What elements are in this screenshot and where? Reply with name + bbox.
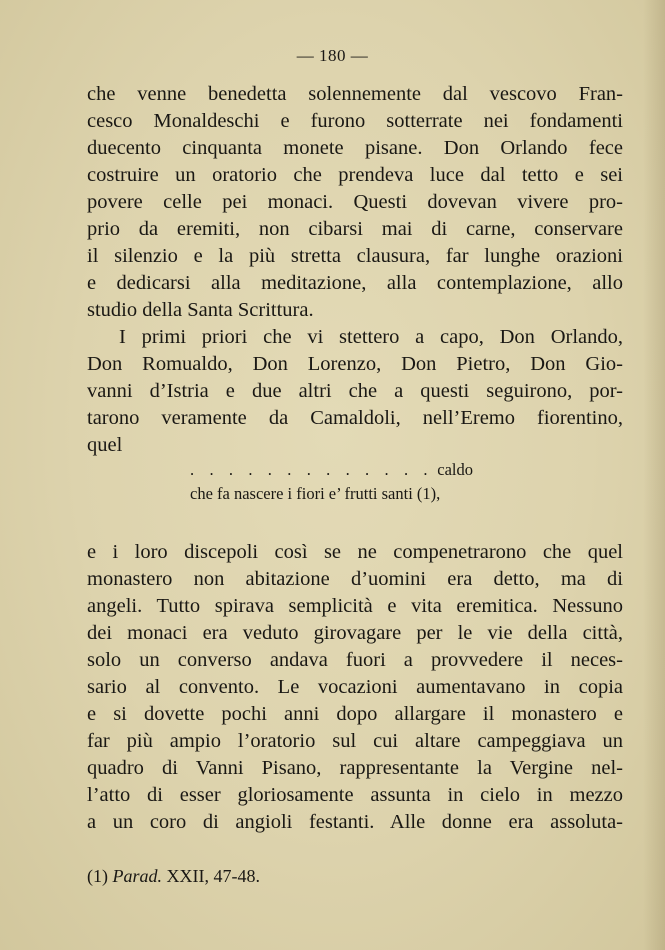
page-edge-shadow xyxy=(643,0,665,950)
text-line: sario al convento. Le vocazioni aumentavano in copia xyxy=(87,676,623,698)
text-line: tarono veramente da Camaldoli, nell’Eremo fiorentino, xyxy=(87,407,623,429)
text-line: angeli. Tutto spirava semplicità e vita eremitica. Nessuno xyxy=(87,595,623,617)
text-line: e i loro discepoli così se ne compenetrarono che quel xyxy=(87,541,623,563)
text-line: e dedicarsi alla meditazione, alla contemplazione, allo xyxy=(87,272,623,294)
text-line: a un coro di angioli festanti. Alle donne era assoluta- xyxy=(87,811,623,833)
page-number: — 180 — xyxy=(296,46,369,65)
text-line: povere celle pei monaci. Questi dovevan vivere pro- xyxy=(87,191,623,213)
verse-line-1 xyxy=(190,458,510,482)
text-line: l’atto di esser gloriosamente assunta in cielo in mezzo xyxy=(87,784,623,806)
text-line: monastero non abitazione d’uomini era detto, ma di xyxy=(87,568,623,590)
ellipsis-dots: . . . . . . . . . . . . . xyxy=(190,460,434,479)
text-line: studio della Santa Scrittura. xyxy=(87,299,314,321)
text-line: quel xyxy=(87,434,123,456)
paragraph-1 xyxy=(87,81,623,324)
footnote-marker: (1) xyxy=(87,866,108,886)
verse-word: caldo xyxy=(437,460,473,479)
text-line: solo un converso andava fuori a provvedere il neces- xyxy=(87,649,623,671)
text-line: far più ampio l’oratorio sul cui altare campeggiava un xyxy=(87,730,623,752)
paragraph-3 xyxy=(87,539,623,836)
footnote-reference: XXII, 47-48. xyxy=(166,866,260,886)
text-line: e si dovette pochi anni dopo allargare il monastero e xyxy=(87,703,623,725)
text-line: costruire un oratorio che prendeva luce dal tetto e sei xyxy=(87,164,623,186)
text-line: prio da eremiti, non cibarsi mai di carne, conservare xyxy=(87,218,623,240)
footnote xyxy=(87,866,260,887)
text-line: duecento cinquanta monete pisane. Don Orlando fece xyxy=(87,137,623,159)
text-line: I primi priori che vi stettero a capo, Don Orlando, xyxy=(119,326,623,348)
verse-line-2: che fa nascere i fiori e’ frutti santi (1), xyxy=(190,484,441,503)
text-line: quadro di Vanni Pisano, rappresentante la Vergine nel- xyxy=(87,757,623,779)
text-line: Don Romualdo, Don Lorenzo, Don Pietro, Don Gio- xyxy=(87,353,623,375)
text-line: cesco Monaldeschi e furono sotterrate nei fondamenti xyxy=(87,110,623,132)
verse-quotation xyxy=(190,458,510,506)
footnote-source: Parad. xyxy=(112,866,162,886)
text-line: che venne benedetta solennemente dal vescovo Fran- xyxy=(87,83,623,105)
text-line: il silenzio e la più stretta clausura, far lunghe orazioni xyxy=(87,245,623,267)
text-line: dei monaci era veduto girovagare per le vie della città, xyxy=(87,622,623,644)
text-line: vanni d’Istria e due altri che a questi seguirono, por- xyxy=(87,380,623,402)
paragraph-2 xyxy=(87,324,623,459)
